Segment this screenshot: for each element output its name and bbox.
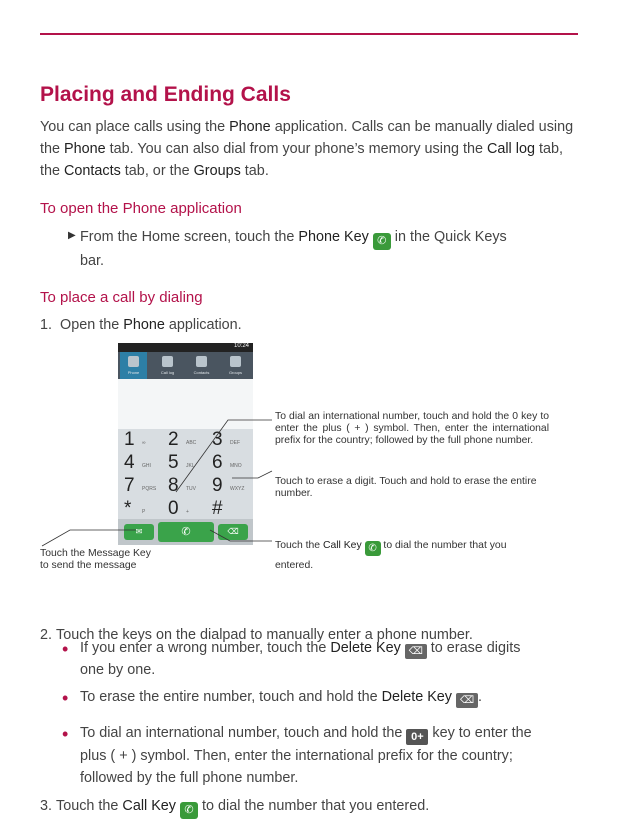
zero-plus-key-icon: 0+	[406, 729, 428, 745]
key-2[interactable]: 2 ABC	[168, 429, 197, 450]
bullet-dot-icon: •	[62, 639, 69, 659]
key-6[interactable]: 6 MNO	[212, 452, 242, 473]
key-7[interactable]: 7 PQRS	[124, 475, 157, 496]
phone-key-icon: ✆	[180, 802, 198, 819]
delete-key-icon: ⌫	[456, 693, 478, 708]
step-2: 2. Touch the keys on the dialpad to manually enter a phone number.	[40, 627, 473, 643]
key-star[interactable]: * P	[124, 498, 146, 519]
delete-key-icon[interactable]: ⌫	[218, 524, 248, 540]
callout-international: To dial an international number, touch and hold the 0 key to enter the plus ( + ) symbol. Then, enter the international prefix for the country; followed by the full phone number.	[275, 411, 549, 446]
callout-erase: Touch to erase a digit. Touch and hold to erase the entire number.	[275, 476, 537, 499]
key-1[interactable]: 1 ∞	[124, 429, 146, 450]
tab-call-log[interactable]: Call log	[154, 352, 181, 379]
key-0[interactable]: 0 +	[168, 498, 189, 519]
key-hash[interactable]: #	[212, 498, 223, 519]
step-2-bullet-2: To erase the entire number, touch and hold the Delete Key ⌫ .	[80, 689, 483, 706]
intro-paragraph: You can place calls using the Phone application. Calls can be manually dialed using the Phone tab. You can also dial from your phone’s memory using the Call log tab, the Contacts tab, or the Groups tab.	[40, 119, 574, 179]
page-title: Placing and Ending Calls	[40, 83, 291, 106]
bullet-dot-icon: •	[62, 724, 69, 744]
callout-call-key: Touch the Call Key ✆ to dial the number that you entered.	[275, 540, 507, 571]
step-1: 1. Open the Phone application.	[40, 317, 242, 333]
key-9[interactable]: 9 WXYZ	[212, 475, 245, 496]
key-8[interactable]: 8 TUV	[168, 475, 196, 496]
phone-key-icon: ✆	[373, 233, 391, 250]
key-4[interactable]: 4 GHI	[124, 452, 151, 473]
tab-contacts[interactable]: Contacts	[188, 352, 215, 379]
bullet-dot-icon: •	[62, 688, 69, 708]
step-2-bullet-3: To dial an international number, touch and hold the 0+ key to enter the plus ( + ) symbol. Then, enter the international prefix for the country; followed by the full phone number.	[80, 725, 532, 786]
open-section-title: To open the Phone application	[40, 200, 242, 217]
step-2-bullet-1: If you enter a wrong number, touch the Delete Key ⌫ to erase digits one by one.	[80, 640, 521, 678]
tab-groups[interactable]: Groups	[222, 352, 249, 379]
open-instruction: From the Home screen, touch the Phone Key ✆ in the Quick Keys bar.	[80, 229, 507, 269]
key-5[interactable]: 5 JKL	[168, 452, 195, 473]
message-key-icon[interactable]: ✉	[124, 524, 154, 540]
call-key-icon[interactable]: ✆	[158, 522, 214, 542]
bullet-arrow-icon: ▶	[68, 230, 76, 241]
phone-key-icon: ✆	[365, 541, 381, 556]
dial-section-title: To place a call by dialing	[40, 289, 203, 306]
step-3: 3. Touch the Call Key ✆ to dial the number that you entered.	[40, 795, 429, 819]
delete-key-icon: ⌫	[405, 644, 427, 659]
tab-phone[interactable]: Phone	[120, 352, 147, 379]
status-bar: 10:24	[118, 343, 253, 352]
key-3[interactable]: 3 DEF	[212, 429, 240, 450]
callout-message-key: Touch the Message Key to send the message	[40, 548, 151, 571]
